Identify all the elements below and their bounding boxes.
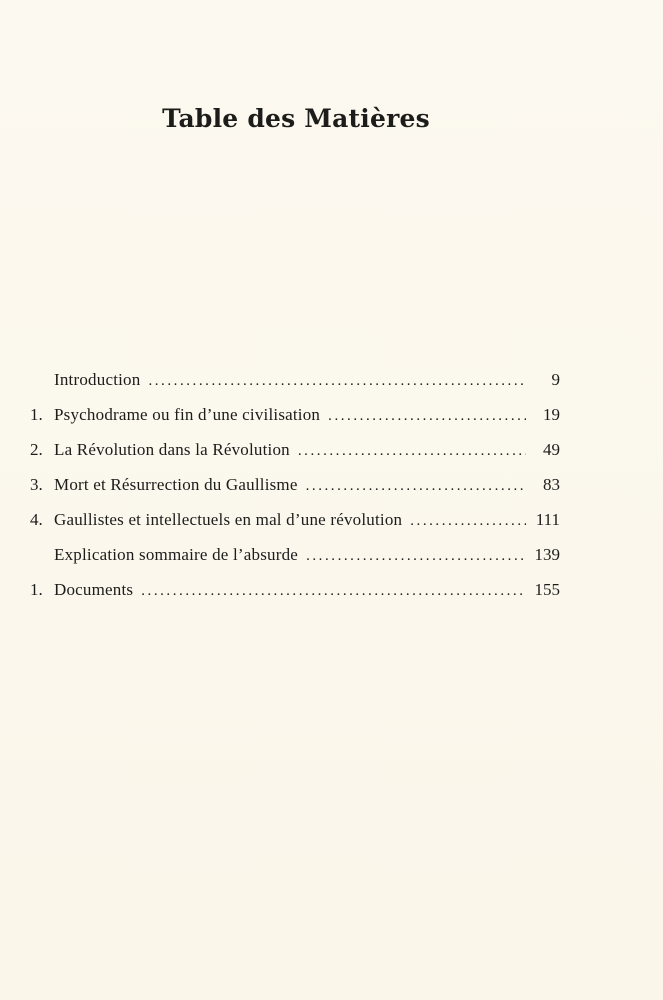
dot-leader <box>141 577 524 605</box>
entry-label: Psychodrame ou fin d’une civilisation <box>54 405 321 424</box>
dot-leader <box>410 507 526 535</box>
dot-leader <box>306 472 526 500</box>
entry-label: Mort et Résurrection du Gaullisme <box>54 475 298 494</box>
entry-page-number: 155 <box>534 580 560 599</box>
entry-number: 4. <box>30 510 43 529</box>
entry-number: 1. <box>30 405 43 424</box>
entry-page-number: 19 <box>543 405 560 424</box>
dot-leader <box>148 367 526 395</box>
page-title: Table des Matières <box>162 104 430 133</box>
entry-number: 1. <box>30 580 43 599</box>
entry-number: 3. <box>30 475 43 494</box>
table-of-contents <box>30 366 560 611</box>
toc-entry <box>30 366 560 401</box>
entry-label: Explication sommaire de l’absurde <box>54 545 299 564</box>
entry-page-number: 83 <box>543 475 560 494</box>
entry-label: La Révolution dans la Révolution <box>54 440 290 459</box>
entry-page-number: 9 <box>551 370 560 389</box>
entry-label: Gaullistes et intellectuels en mal d’une révolution <box>54 510 403 529</box>
toc-entry <box>30 506 560 541</box>
toc-entry <box>30 401 560 436</box>
entry-label: Documents <box>54 580 134 599</box>
entry-number: 2. <box>30 440 43 459</box>
dot-leader <box>306 542 524 570</box>
entry-label: Introduction <box>54 370 141 389</box>
entry-page-number: 139 <box>534 545 560 564</box>
toc-entry <box>30 541 560 576</box>
toc-entry <box>30 436 560 471</box>
toc-entry <box>30 576 560 611</box>
dot-leader <box>328 402 526 430</box>
entry-page-number: 111 <box>535 510 560 529</box>
toc-entry <box>30 471 560 506</box>
dot-leader <box>298 437 526 465</box>
entry-page-number: 49 <box>543 440 560 459</box>
